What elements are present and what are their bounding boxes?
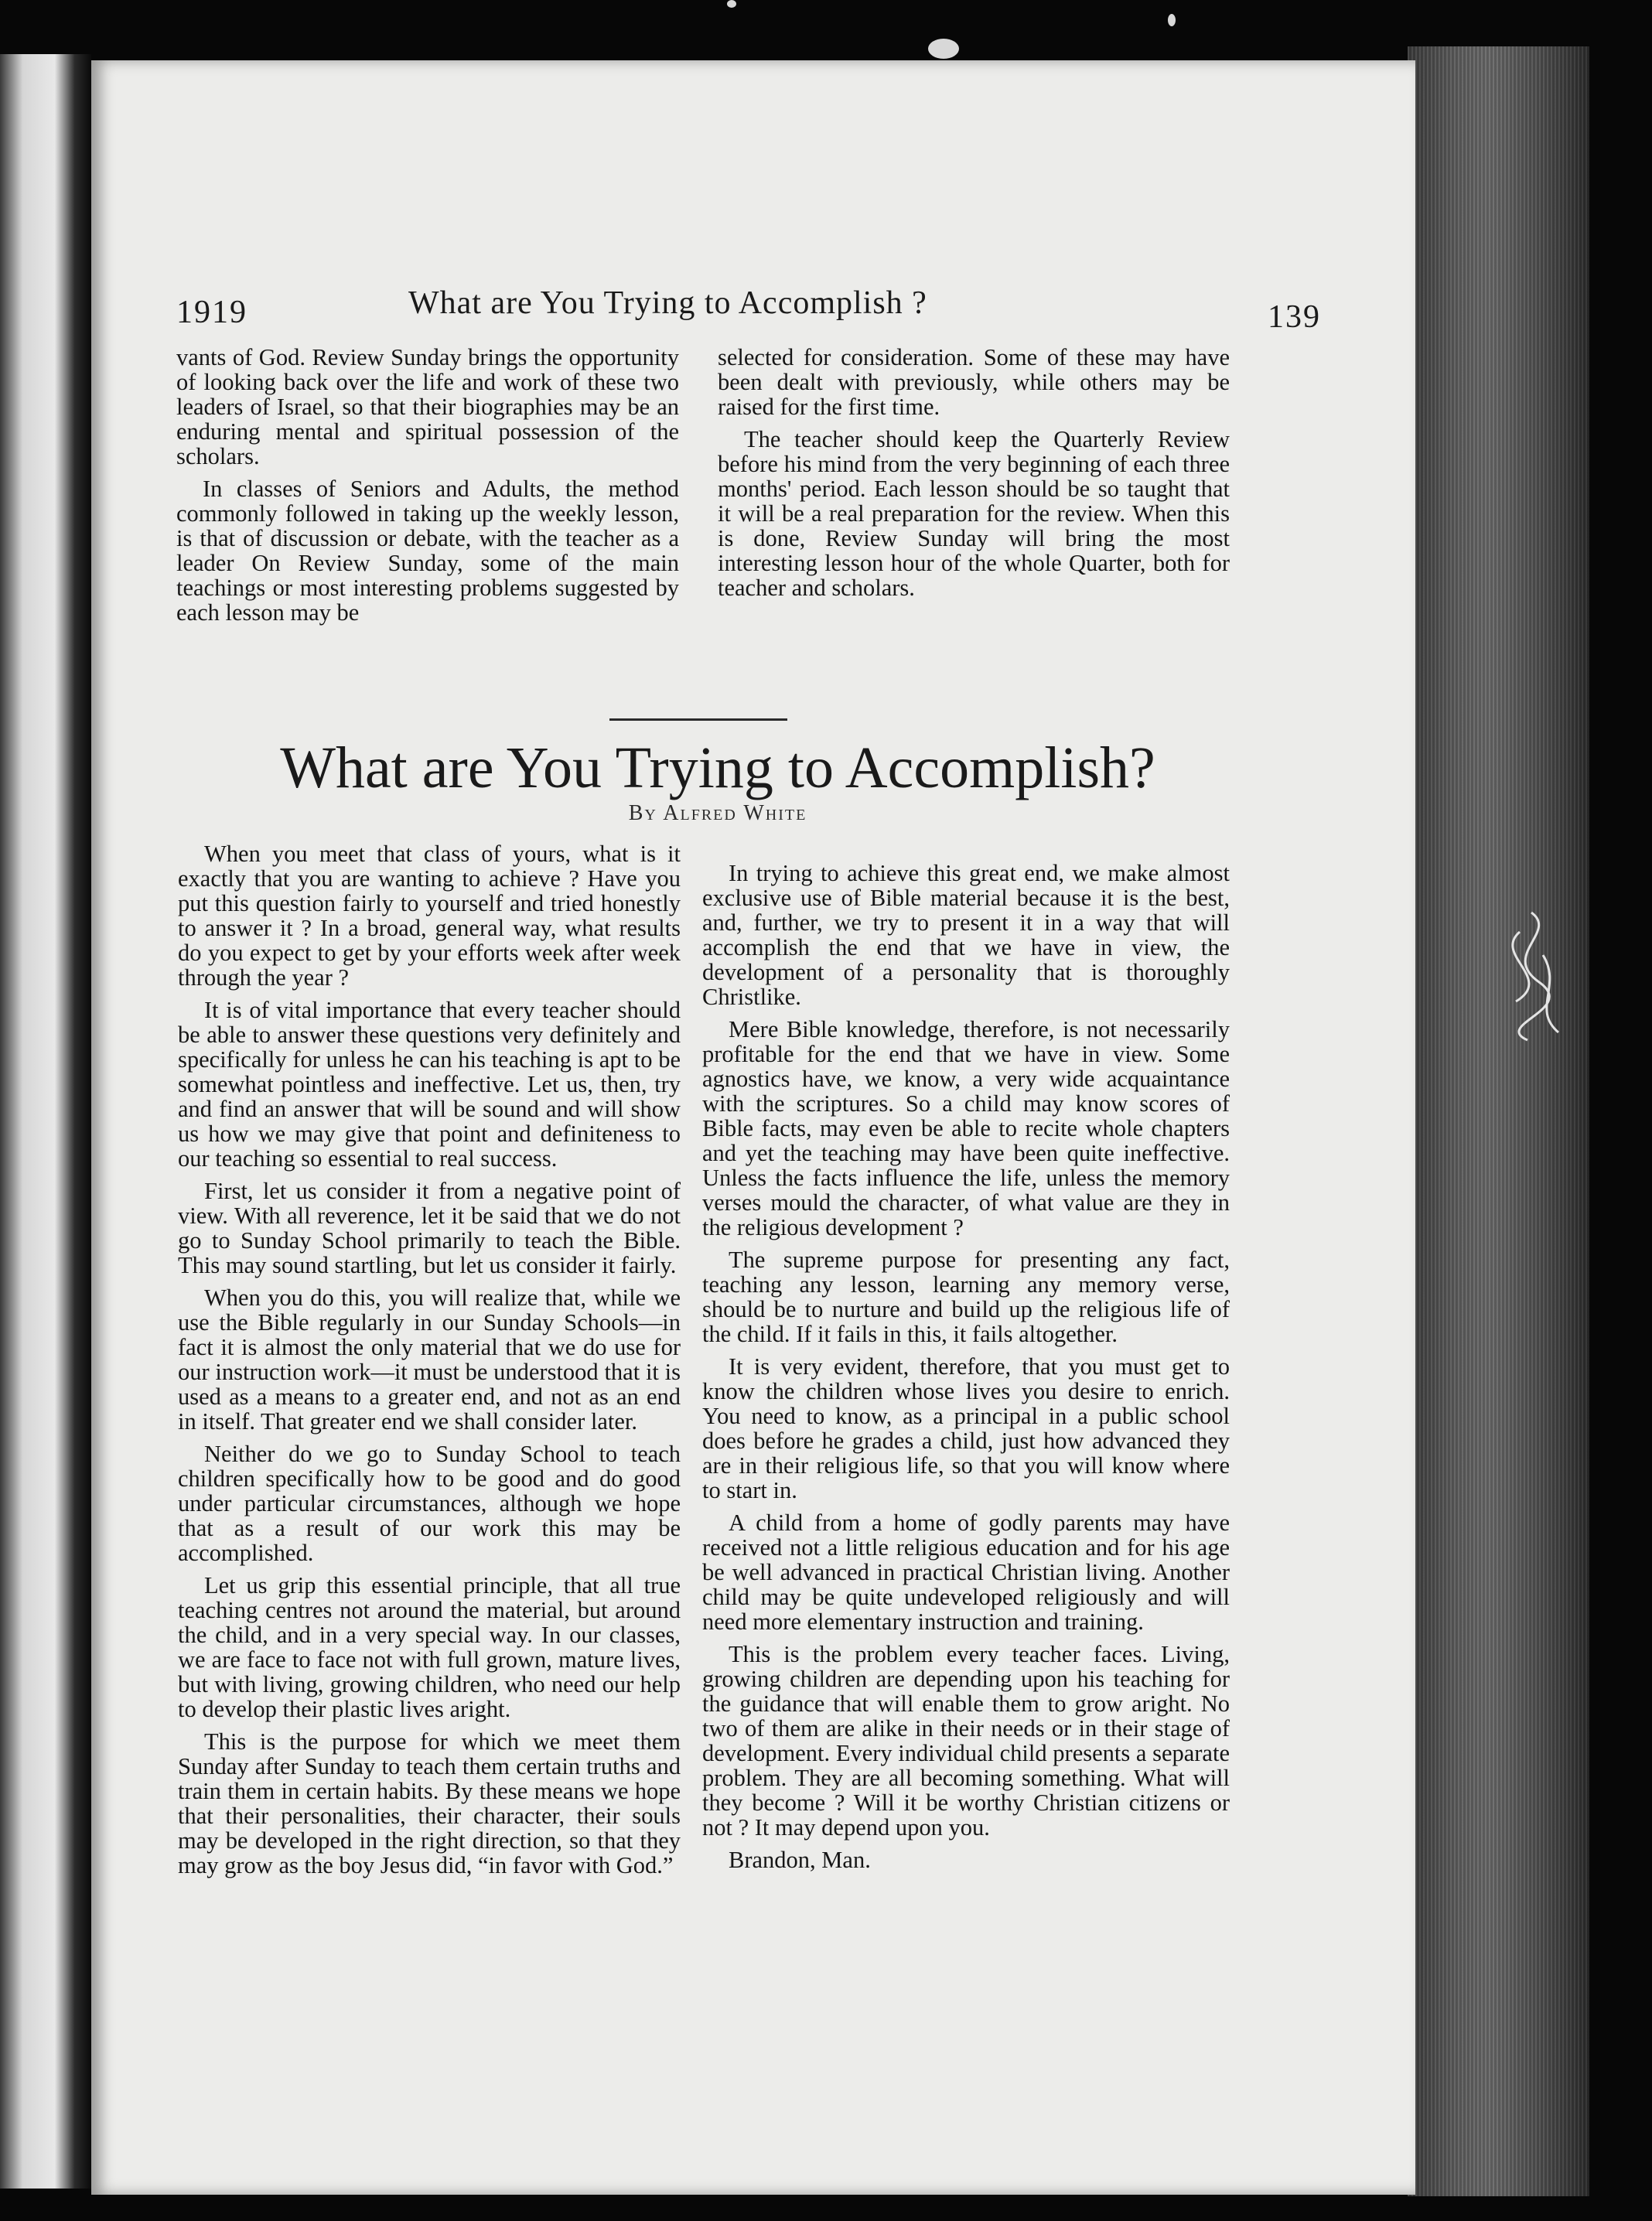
article-left-column bbox=[178, 841, 681, 1885]
page-number: 139 bbox=[1268, 299, 1321, 335]
previous-article-left-column bbox=[176, 345, 679, 633]
running-header bbox=[176, 285, 1321, 339]
dust-speck bbox=[727, 0, 736, 8]
article-signoff: Brandon, Man. bbox=[729, 1847, 871, 1873]
paragraph: It is of vital importance that every teacher should be able to answer these questions very definitely and specifically for unless he can his teaching is apt to be somewhat pointless and ineffective. Let us, then, try and find an answer that will be sound and will show us how we may give that point and definiteness to our teaching so essential to real success. bbox=[178, 997, 681, 1172]
article-right-column bbox=[702, 861, 1230, 1880]
paragraph: When you meet that class of yours, what is it exactly that you are wanting to achieve ? Have you put this question fairly to yourself and tried honestly to answer it ? In a broad, general way, what results do you expect to get by your efforts week after week through the year ? bbox=[178, 841, 681, 991]
book-page-edges bbox=[1408, 46, 1589, 2196]
facing-page-edge bbox=[0, 54, 91, 2189]
paragraph: The teacher should keep the Quarterly Review before his mind from the very beginning of each three months' period. Each lesson should be so taught that it will be a real preparation for the review. When this is done, Review Sunday will bring the most interesting lesson hour of the whole Quarter, both for teacher and scholars. bbox=[718, 426, 1230, 601]
paragraph: Neither do we go to Sunday School to teach children specifically how to be good and do good under particular circumstances, although we hope that as a result of our work this may be accomplished. bbox=[178, 1441, 681, 1566]
header-year: 1919 bbox=[176, 295, 247, 330]
paragraph: A child from a home of godly parents may have received not a little religious education and for his age be well advanced in practical Christian living. Another child may be quite undeveloped religiously and will need more elementary instruction and training. bbox=[702, 1510, 1230, 1635]
dust-speck bbox=[928, 39, 959, 59]
paragraph: Let us grip this essential principle, that all true teaching centres not around the material, but around the child, and in a very special way. In our classes, we are face to face not with full grown, mature lives, but with living, growing children, who need our help to develop their plastic lives aright. bbox=[178, 1572, 681, 1722]
paragraph: selected for consideration. Some of these may have been dealt with previously, while others may be raised for the first time. bbox=[718, 344, 1230, 420]
article-byline: By Alfred White bbox=[628, 801, 807, 825]
paragraph: This is the purpose for which we meet them Sunday after Sunday to teach them certain truths and train them in certain habits. By these means we hope that their personalities, their character, their souls may be developed in the right direction, so that they may grow as the boy Jesus did, “in favor with God.” bbox=[178, 1728, 681, 1878]
section-divider bbox=[609, 718, 787, 721]
paragraph: In trying to achieve this great end, we make almost exclusive use of Bible material because it is the best, and, further, we try to present it in a way that will accomplish the end that we have in view, the development of a personality that is thoroughly Christlike. bbox=[702, 860, 1230, 1010]
paragraph: Mere Bible knowledge, therefore, is not necessarily profitable for the end that we have in view. Some agnostics have, we know, a very wide acquaintance with the scriptures. So a child may know scores of Bible facts, may even be able to recite whole chapters and yet the teaching may have been quite ineffective. Unless the facts influence the life, unless the memory verses mould the character, of what value are they in the religious development ? bbox=[702, 1016, 1230, 1240]
header-running-title: What are You Trying to Accomplish ? bbox=[408, 285, 927, 321]
article-title: What are You Trying to Accomplish? bbox=[280, 735, 1155, 800]
book-page bbox=[91, 60, 1415, 2195]
previous-article-right-column bbox=[718, 345, 1230, 608]
paragraph: It is very evident, therefore, that you must get to know the children whose lives you desire to enrich. You need to know, as a principal in a public school does before he grades a child, just how advanced they are in their religious life, so that you will know where to start in. bbox=[702, 1353, 1230, 1503]
paragraph: In classes of Seniors and Adults, the method commonly followed in taking up the weekly lesson, is that of discussion or debate, with the teacher as a leader On Review Sunday, some of the main teachings or most interesting problems suggested by each lesson may be bbox=[176, 476, 679, 626]
paragraph: vants of God. Review Sunday brings the opportunity of looking back over the life and work of these two leaders of Israel, so that their biographies may be an enduring mental and spiritual possession of the scholars. bbox=[176, 344, 679, 469]
lint-fiber bbox=[1485, 909, 1570, 1044]
paragraph: When you do this, you will realize that, while we use the Bible regularly in our Sunday Schools—in fact it is almost the only material that we do use for our instruction work—it must be understood that it is used as a means to a greater end, and not as an end in itself. That greater end we shall consider later. bbox=[178, 1284, 681, 1435]
paragraph: The supreme purpose for presenting any fact, teaching any lesson, learning any memory verse, should be to nurture and build up the religious life of the child. If it fails in this, it fails altogether. bbox=[702, 1247, 1230, 1347]
dust-speck bbox=[1168, 14, 1176, 26]
paragraph: First, let us consider it from a negative point of view. With all reverence, let it be said that we do not go to Sunday School primarily to teach the Bible. This may sound startling, but let us consider it fairly. bbox=[178, 1178, 681, 1278]
paragraph: This is the problem every teacher faces. Living, growing children are depending upon his teaching for the guidance that will enable them to grow aright. No two of them are alike in their needs or in their stage of development. Every individual child presents a separate problem. They are all becoming something. What will they become ? Will it be worthy Christian citizens or not ? It may depend upon you. bbox=[702, 1641, 1230, 1841]
